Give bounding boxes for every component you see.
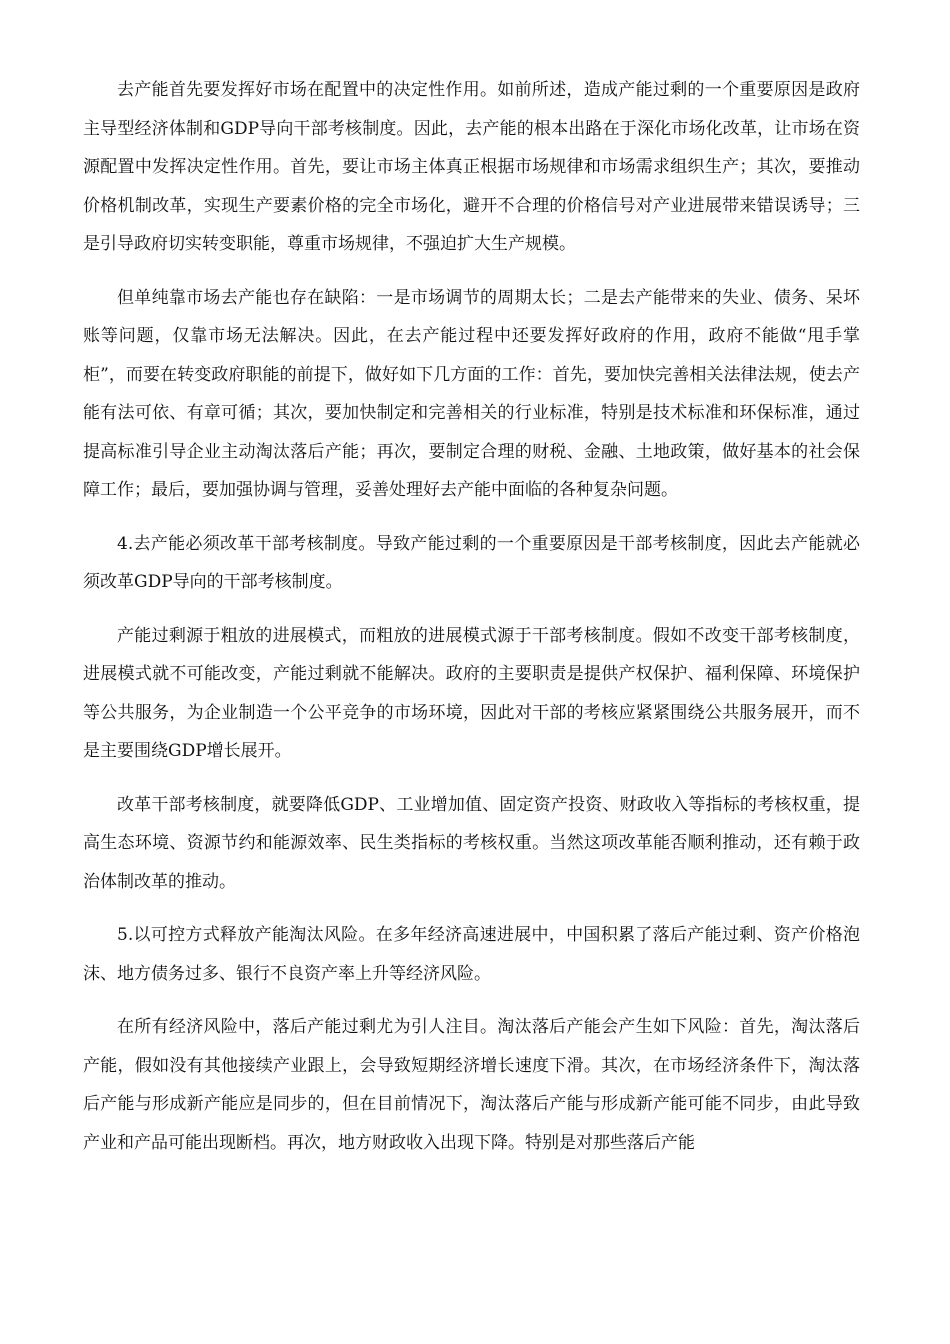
paragraph-6: 5.以可控方式释放产能淘汰风险。在多年经济高速进展中，中国积累了落后产能过剩、资产价格泡沫、地方债务过多、银行不良资产率上升等经济风险。: [83, 925, 860, 984]
paragraph-1: 去产能首先要发挥好市场在配置中的决定性作用。如前所述，造成产能过剩的一个重要原因是政府主导型经济体制和GDP导向干部考核制度。因此，去产能的根本出路在于深化市场化改革，让市场在资源配置中发挥决定性作用。首先，要让市场主体真正根据市场规律和市场需求组织生产；其次，要推动价格机制改革，实现生产要素价格的完全市场化，避开不合理的价格信号对产业进展带来错误诱导；三是引导政府切实转变职能，尊重市场规律，不强迫扩大生产规模。: [83, 80, 860, 254]
paragraph-5: 改革干部考核制度，就要降低GDP、工业增加值、固定资产投资、财政收入等指标的考核权重，提高生态环境、资源节约和能源效率、民生类指标的考核权重。当然这项改革能否顺利推动，还有赖于政治体制改革的推动。: [83, 794, 860, 892]
paragraph-7: 在所有经济风险中，落后产能过剩尤为引人注目。淘汰落后产能会产生如下风险：首先，淘汰落后产能，假如没有其他接续产业跟上，会导致短期经济增长速度下滑。其次，在市场经济条件下，淘汰落后产能与形成新产能应是同步的，但在目前情况下，淘汰落后产能与形成新产能可能不同步，由此导致产业和产品可能出现断档。再次，地方财政收入出现下降。特别是对那些落后产能: [83, 1017, 860, 1153]
paragraph-2: 但单纯靠市场去产能也存在缺陷：一是市场调节的周期太长；二是去产能带来的失业、债务、呆坏账等问题，仅靠市场无法解决。因此，在去产能过程中还要发挥好政府的作用，政府不能做“甩手掌柜”，而要在转变政府职能的前提下，做好如下几方面的工作：首先，要加快完善相关法律法规，使去产能有法可依、有章可循；其次，要加快制定和完善相关的行业标准，特别是技术标准和环保标准，通过提高标准引导企业主动淘汰落后产能；再次，要制定合理的财税、金融、土地政策，做好基本的社会保障工作；最后，要加强协调与管理，妥善处理好去产能中面临的各种复杂问题。: [83, 287, 860, 500]
paragraph-3: 4.去产能必须改革干部考核制度。导致产能过剩的一个重要原因是干部考核制度，因此去产能就必须改革GDP导向的干部考核制度。: [83, 533, 860, 592]
document-body: [83, 71, 860, 1177]
paragraph-4: 产能过剩源于粗放的进展模式，而粗放的进展模式源于干部考核制度。假如不改变干部考核制度，进展模式就不可能改变，产能过剩就不能解决。政府的主要职责是提供产权保护、福利保障、环境保护等公共服务，为企业制造一个公平竞争的市场环境，因此对干部的考核应紧紧围绕公共服务展开，而不是主要围绕GDP增长展开。: [83, 625, 860, 761]
